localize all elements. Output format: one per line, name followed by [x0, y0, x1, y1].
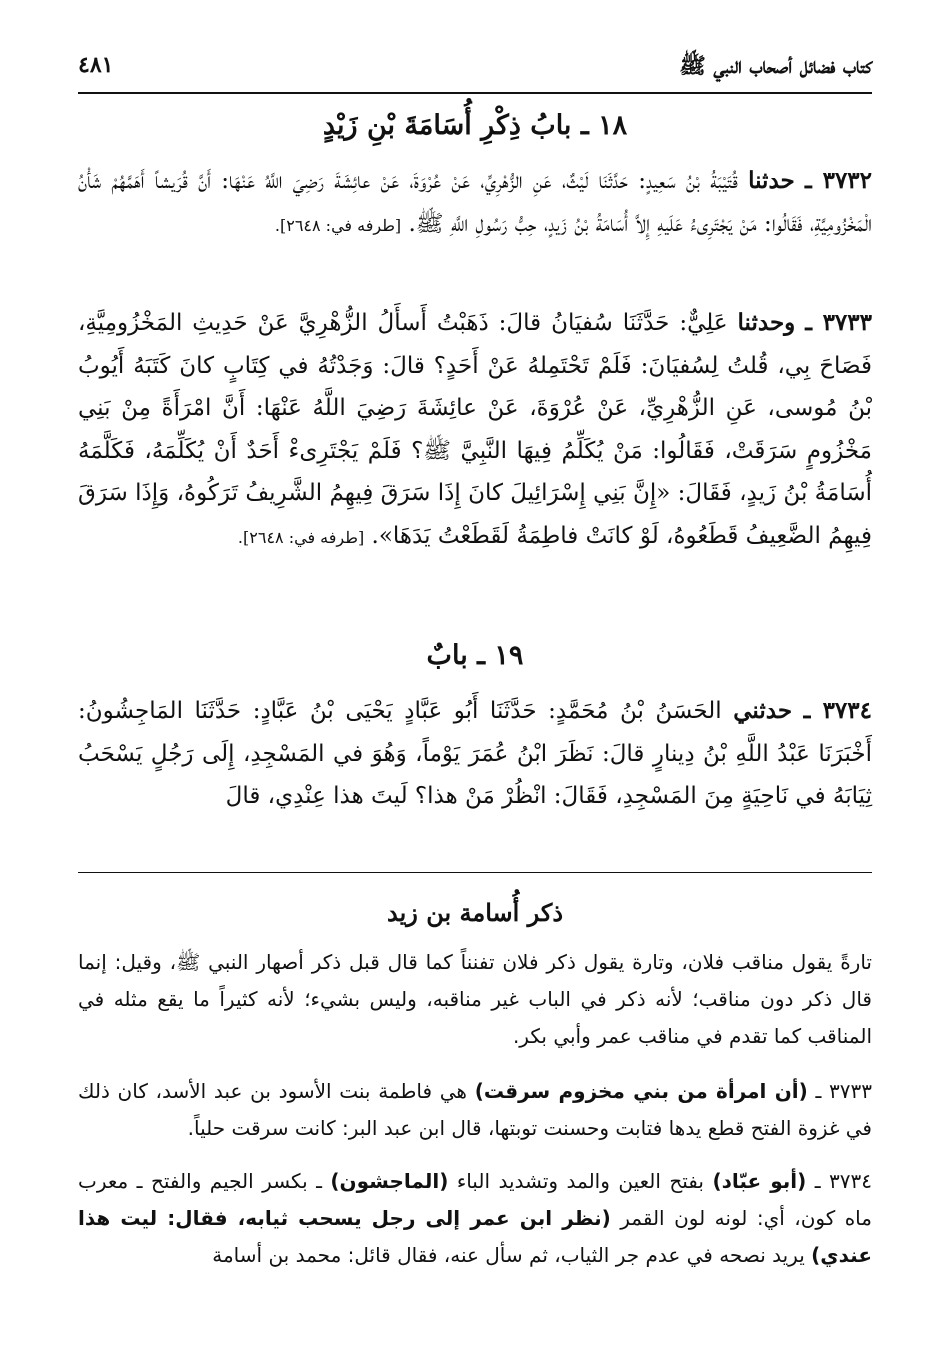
hadith-3732-number: ٣٧٣٢ ـ	[804, 167, 873, 194]
commentary-3-quote-1: (أبو عبّاد)	[712, 1169, 807, 1193]
hadith-3732-reference: [طرفه في: ٢٦٤٨].	[274, 215, 402, 235]
commentary-3-quote-3: (نظر ابن عمر إلى رجل يسحب ثيابه، فقال: ليت هذا عندي)	[78, 1206, 872, 1267]
page-number: ٤٨١	[78, 52, 114, 78]
hadith-3732-text: قُتَيْبَةُ بْنُ سَعِيدٍ: حَدَّثَنَا لَيْثٌ، عَنِ الزُّهْرِيِّ، عَنْ عُرْوَةَ، عَنْ عائِشَةَ رَضِيَ اللَّهُ عَنْهَا: أَنَّ قُرَيشاً أَهَمَّهُمْ شَأْنُ الْمَخْزُومِيَّةِ، فَقَالُوا: مَنْ يَجْتَرِىءُ عَلَيهِ إِلاَّ أُسَامَةُ بْنُ زَيدٍ، حِبُّ رَسُولِ اللَّهِ ﷺ.	[78, 168, 872, 237]
commentary-3-text-2: ـ بكسر الجيم والفتح ـ معرب ماه كون، أي: لونه لون القمر	[78, 1169, 872, 1230]
hadith-3732	[78, 160, 872, 247]
hadith-3732-lead: حدثنا	[748, 167, 795, 194]
commentary-paragraph-1: تارةً يقول مناقب فلان، وتارة يقول ذكر فلان تفنناً كما قال قبل ذكر أصهار النبي ﷺ، وقيل: إنما قال ذكر دون مناقب؛ لأنه ذكر في الباب غير مناقبه، وليس بشيء؛ لأنه كثيراً ما يقع مثله في المناقب كما تقدم في مناقب عمر وأبي بكر.	[78, 950, 872, 1048]
hadith-3734	[78, 690, 872, 818]
hadith-3733	[78, 302, 872, 559]
hadith-3734-text: الحَسَنُ بْنُ مُحَمَّدٍ: حَدَّثَنَا أَبُو عَبَّادٍ يَحْيَى بْنُ عَبَّادٍ: حَدَّثَنَا المَاجِشُونُ: أَخْبَرَنَا عَبْدُ اللَّهِ بْنُ دِينارٍ قالَ: نَظَرَ ابْنُ عُمَرَ يَوْماً، وَهُوَ في المَسْجِدِ، إِلَى رَجُلٍ يَسْحَبُ ثِيَابَهُ في نَاحِيَةٍ مِنَ المَسْجِدِ، فَقَالَ: انْظُرْ مَنْ هذا؟ لَيتَ هذا عِنْدِي، قالَ	[78, 698, 872, 809]
commentary-3-text-1: بفتح العين والمد وتشديد الباء	[456, 1169, 704, 1193]
commentary-3-number: ٣٧٣٤ ـ	[814, 1169, 873, 1193]
hadith-3734-lead: حدثني	[733, 697, 793, 724]
hadith-3733-number: ٣٧٣٣ ـ	[805, 309, 872, 336]
hadith-3733-text: عَلِيٌّ: حَدَّثَنَا سُفيَانُ قالَ: ذَهَبْتُ أَسأَلُ الزُّهْرِيَّ عَنْ حَدِيثِ المَخْزُومِيَّةِ، فَصَاحَ بِي، قُلتُ لِسُفيَانَ: فَلَمْ تَحْتَمِلهُ عَنْ أَحَدٍ؟ قالَ: وَجَدْتُهُ في كِتَابٍ كانَ كَتَبَهُ أَيُوبُ بْنُ مُوسى، عَنِ الزُّهْرِيِّ، عَنْ عُرْوَةَ، عَنْ عائِشَةَ رَضِيَ اللَّهُ عَنْهَا: أَنَّ امْرَأَةً مِنْ بَنِي مَخْزُومٍ سَرَقَتْ، فَقَالُوا: مَنْ يُكَلِّمُ فِيهَا النَّبِيَّ ﷺ؟ فَلَمْ يَجْتَرِىءْ أَحَدٌ أَنْ يُكَلِّمَهُ، فَكَلَّمَهُ أُسَامَةُ بْنُ زَيدٍ، فَقَالَ: «إِنَّ بَنِي إِسْرَائِيلَ كانَ إِذَا سَرَقَ فِيهِمُ الشَّرِيفُ تَرَكُوهُ، وَإِذَا سَرَقَ فِيهِمُ الضَّعِيفُ قَطَعُوهُ، لَوْ كانَتْ فاطِمَةُ لَقَطَعْتُ يَدَهَا».	[78, 310, 872, 549]
commentary-separator	[78, 872, 872, 873]
commentary-paragraph-2	[78, 1073, 872, 1147]
commentary-heading: ذكر أُسامة بن زيد	[386, 898, 564, 927]
commentary-3-text-3: يريد نصحه في عدم جر الثياب، ثم سأل عنه، فقال قائل: محمد بن أسامة	[212, 1243, 805, 1267]
chapter-18-heading: ١٨ ـ بابُ ذِكْرِ أُسَامَةَ بْنِ زَيْدٍ	[322, 110, 628, 141]
hadith-3733-reference: [طرفه في: ٢٦٤٨].	[237, 527, 365, 547]
commentary-2-quote: (أن امرأة من بني مخزوم سرقت)	[474, 1079, 808, 1103]
running-header	[78, 46, 872, 86]
chapter-19-heading: ١٩ ـ بابٌ	[426, 640, 524, 671]
commentary-3-quote-2: (الماجشون)	[330, 1169, 449, 1193]
hadith-3734-number: ٣٧٣٤ ـ	[803, 697, 872, 724]
running-title: كتاب فضائل أصحاب النبي ﷺ	[679, 53, 872, 79]
hadith-3733-lead: وحدثنا	[737, 309, 796, 336]
header-rule	[78, 92, 872, 94]
commentary-2-text: هي فاطمة بنت الأسود بن عبد الأسد، كان ذلك في غزوة الفتح قطع يدها فتابت وحسنت توبتها، قال ابن عبد البر: كانت سرقت حلياً.	[78, 1079, 872, 1140]
commentary-2-number: ٣٧٣٣ ـ	[815, 1079, 872, 1103]
commentary-paragraph-3	[78, 1163, 872, 1274]
